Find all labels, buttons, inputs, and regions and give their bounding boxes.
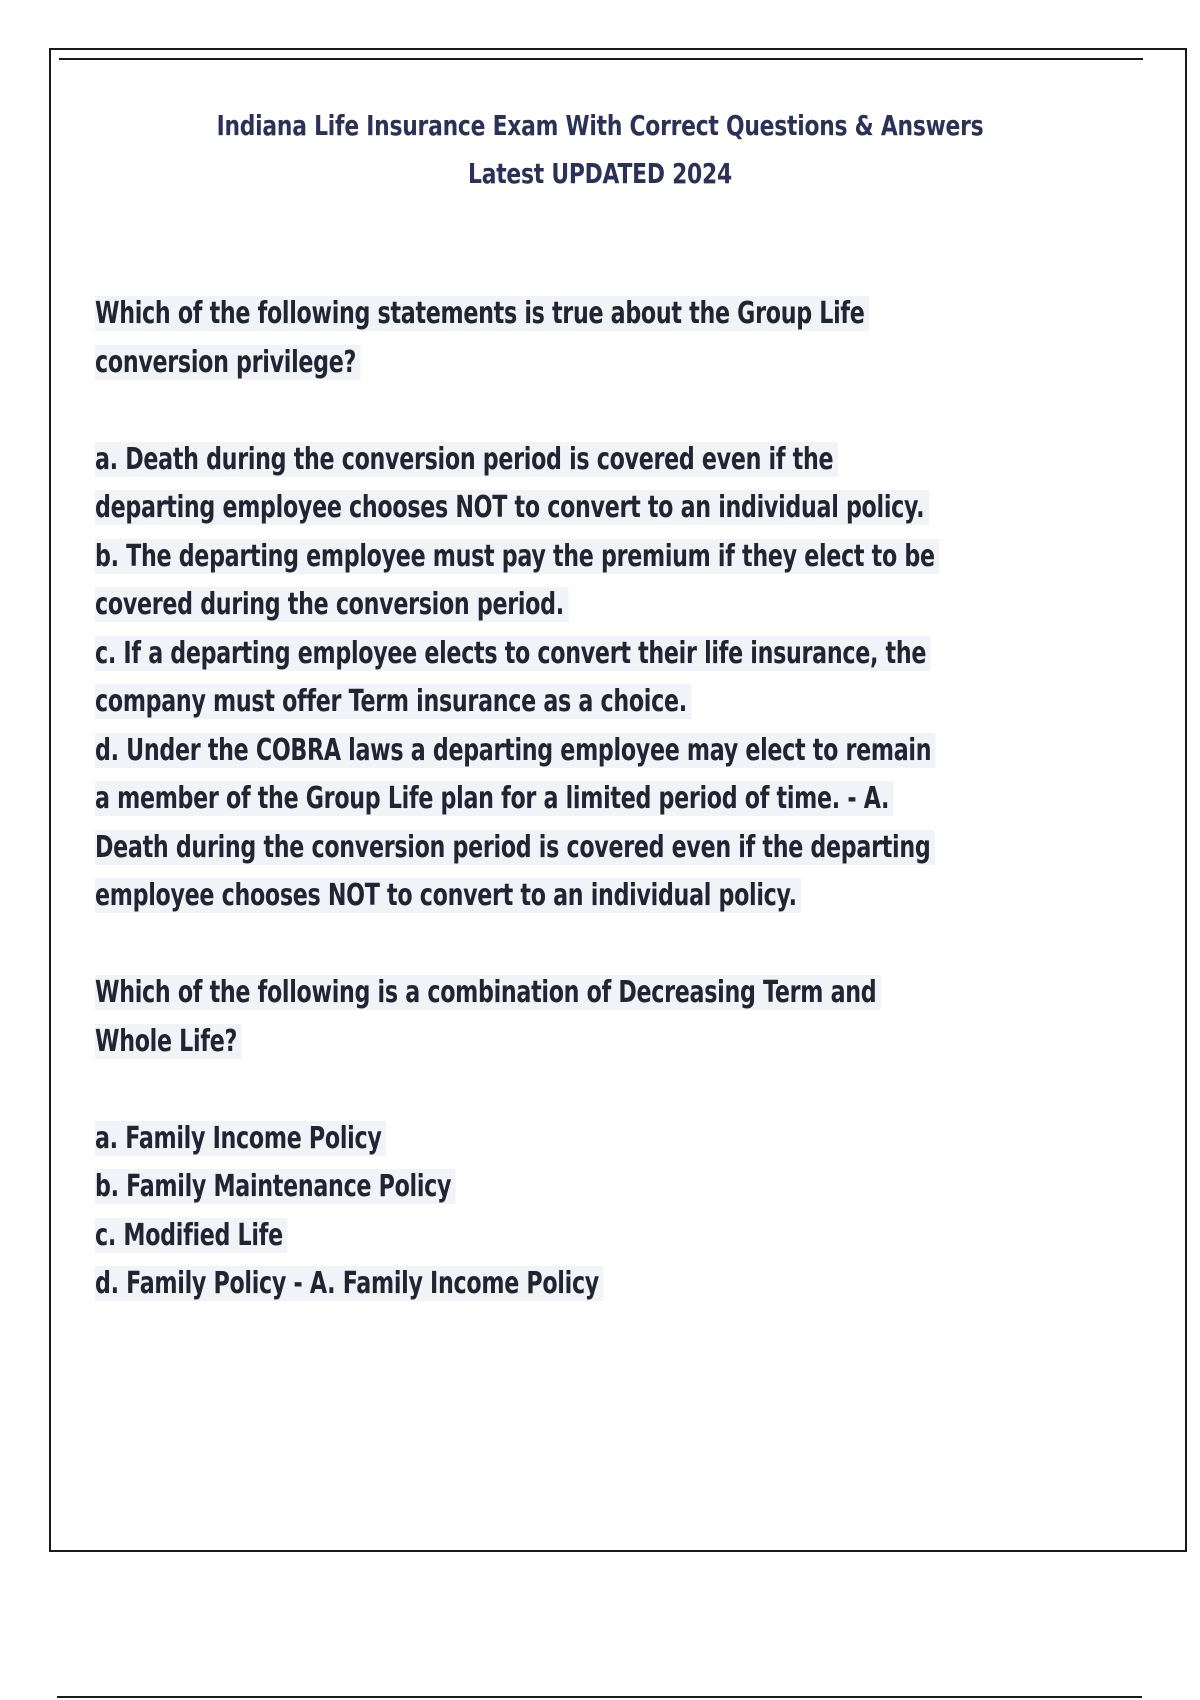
title-line-2: Latest UPDATED 2024 [468, 157, 732, 190]
option-line: b. Family Maintenance Policy [95, 1169, 456, 1204]
option-line: a. Death during the conversion period is covered even if the [95, 442, 838, 477]
question-stem-line: conversion privilege? [95, 345, 361, 380]
question-2-stem [95, 969, 1072, 1066]
option-line: c. If a departing employee elects to convert their life insurance, the [95, 636, 931, 671]
option-line: b. The departing employee must pay the premium if they elect to be [95, 539, 939, 574]
bottom-rule [57, 1696, 1142, 1698]
option-line: d. Family Policy - A. Family Income Policy [95, 1266, 603, 1301]
option-line: Death during the conversion period is covered even if the departing [95, 830, 935, 865]
option-line: a member of the Group Life plan for a limited period of time. - A. [95, 781, 894, 816]
document-body [95, 290, 1072, 1309]
option-line: company must offer Term insurance as a choice. [95, 684, 691, 719]
question-1-stem [95, 290, 1072, 387]
question-1 [95, 290, 1072, 921]
option-line: departing employee chooses NOT to convert to an individual policy. [95, 490, 929, 525]
top-rule [59, 58, 1143, 60]
option-line: a. Family Income Policy [95, 1121, 386, 1156]
question-1-options [95, 436, 1072, 921]
option-line: covered during the conversion period. [95, 587, 568, 622]
option-line: employee chooses NOT to convert to an individual policy. [95, 878, 801, 913]
question-stem-line: Which of the following is a combination of Decreasing Term and [95, 975, 881, 1010]
question-2 [95, 969, 1072, 1309]
question-stem-line: Whole Life? [95, 1024, 241, 1059]
question-stem-line: Which of the following statements is true about the Group Life [95, 296, 869, 331]
title-line-1: Indiana Life Insurance Exam With Correct Questions & Answers [216, 109, 984, 142]
document-title [132, 102, 1068, 198]
question-2-options [95, 1115, 1072, 1309]
option-line: c. Modified Life [95, 1218, 287, 1253]
option-line: d. Under the COBRA laws a departing employee may elect to remain [95, 733, 936, 768]
